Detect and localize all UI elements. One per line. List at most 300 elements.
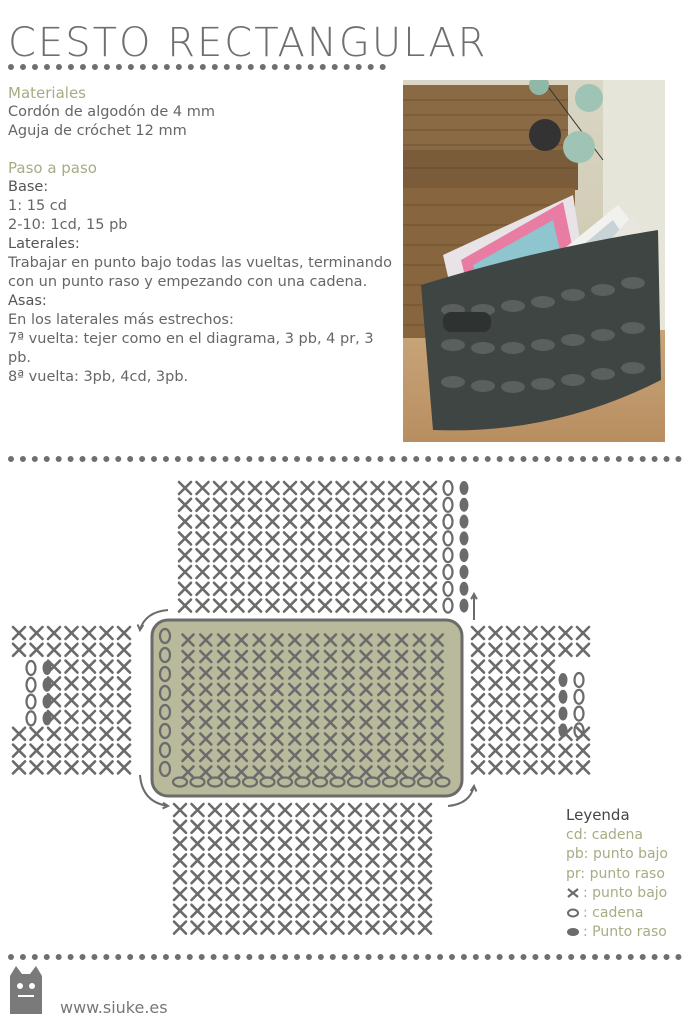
x-stitch (118, 694, 130, 706)
page-title: CESTO RECTANGULAR (8, 20, 488, 66)
x-stitch (402, 888, 414, 900)
x-stitch (337, 600, 349, 612)
x-stitch (419, 888, 431, 900)
x-stitch (209, 922, 221, 934)
x-stitch (314, 905, 326, 917)
slip-stitch (559, 707, 568, 721)
x-stitch (314, 838, 326, 850)
slip-stitch (460, 515, 469, 529)
x-stitch (267, 532, 279, 544)
x-stitch (244, 854, 256, 866)
x-stitch (314, 922, 326, 934)
x-stitch (367, 804, 379, 816)
x-stitch (319, 566, 331, 578)
chain-stitch (444, 565, 453, 579)
x-stitch (249, 516, 261, 528)
x-stitch (267, 549, 279, 561)
x-stitch (354, 566, 366, 578)
x-stitch (249, 583, 261, 595)
x-stitch (197, 583, 209, 595)
x-stitch (66, 694, 78, 706)
x-stitch (490, 711, 502, 723)
x-stitch (83, 711, 95, 723)
chain-stitch (444, 531, 453, 545)
x-stitch (118, 728, 130, 740)
x-stitch (267, 583, 279, 595)
chain-stitch (444, 599, 453, 613)
slip-stitch (559, 673, 568, 687)
x-stitch (232, 516, 244, 528)
x-stitch (542, 711, 554, 723)
x-stitch (314, 821, 326, 833)
x-stitch (424, 549, 436, 561)
x-stitch (402, 838, 414, 850)
legend-symbol-row: : punto bajo (566, 884, 668, 904)
x-stitch (407, 499, 419, 511)
chain-stitch (27, 711, 36, 725)
x-stitch (407, 532, 419, 544)
x-stitch (279, 854, 291, 866)
slip-stitch (460, 599, 469, 613)
x-stitch (372, 499, 384, 511)
x-stitch (542, 661, 554, 673)
x-stitch (209, 905, 221, 917)
x-stitch (66, 661, 78, 673)
x-stitch (349, 922, 361, 934)
cat-logo (6, 966, 46, 1018)
x-stitch (262, 854, 274, 866)
x-stitch (227, 905, 239, 917)
x-stitch (214, 482, 226, 494)
x-stitch (337, 516, 349, 528)
x-stitch (83, 644, 95, 656)
x-stitch (389, 532, 401, 544)
x-stitch (525, 627, 537, 639)
x-stitch (389, 583, 401, 595)
x-stitch (490, 761, 502, 773)
x-stitch (302, 532, 314, 544)
x-stitch (214, 566, 226, 578)
x-stitch (284, 549, 296, 561)
x-stitch (349, 905, 361, 917)
x-stitch (372, 566, 384, 578)
x-stitch (367, 821, 379, 833)
x-stitch (542, 644, 554, 656)
x-stitch (279, 888, 291, 900)
x-stitch (179, 583, 191, 595)
x-stitch (402, 821, 414, 833)
x-stitch (192, 922, 204, 934)
x-stitch (384, 854, 396, 866)
x-stitch (48, 728, 60, 740)
footer-url[interactable]: www.siuke.es (60, 998, 168, 1017)
legend (566, 806, 668, 943)
x-stitch (262, 922, 274, 934)
x-stitch (472, 761, 484, 773)
x-stitch (384, 804, 396, 816)
x-stitch (297, 905, 309, 917)
x-stitch (83, 761, 95, 773)
footer-divider (8, 954, 682, 960)
chain-stitch (575, 707, 584, 721)
slip-stitch (460, 582, 469, 596)
x-stitch (525, 661, 537, 673)
x-stitch (174, 888, 186, 900)
x-stitch (419, 871, 431, 883)
asas-intro: En los laterales más estrechos: (8, 312, 234, 328)
chain-stitch (575, 690, 584, 704)
x-stitch (472, 627, 484, 639)
x-stitch (262, 871, 274, 883)
x-stitch (244, 922, 256, 934)
title-divider (8, 64, 386, 70)
x-stitch (490, 627, 502, 639)
x-stitch (419, 804, 431, 816)
x-stitch (192, 871, 204, 883)
x-stitch (507, 711, 519, 723)
x-stitch (354, 600, 366, 612)
x-stitch (214, 549, 226, 561)
x-stitch (419, 922, 431, 934)
x-stitch (424, 600, 436, 612)
x-stitch (577, 745, 589, 757)
x-stitch (179, 600, 191, 612)
x-stitch (402, 854, 414, 866)
x-stitch (372, 549, 384, 561)
x-stitch (302, 566, 314, 578)
x-stitch (197, 549, 209, 561)
laterales-label: Laterales: (8, 236, 80, 252)
x-stitch (349, 821, 361, 833)
material-item: Aguja de cróchet 12 mm (8, 123, 187, 139)
x-stitch (372, 516, 384, 528)
slip-stitch (460, 498, 469, 512)
x-stitch (192, 854, 204, 866)
x-stitch (13, 644, 25, 656)
x-stitch (367, 838, 379, 850)
x-stitch (314, 804, 326, 816)
x-stitch (560, 627, 572, 639)
x-stitch (13, 761, 25, 773)
x-stitch (227, 888, 239, 900)
x-stitch (507, 694, 519, 706)
x-stitch (354, 499, 366, 511)
x-stitch (83, 745, 95, 757)
x-stitch (314, 854, 326, 866)
x-stitch (389, 549, 401, 561)
x-stitch (13, 745, 25, 757)
legend-symbol-row: : cadena (566, 904, 668, 924)
x-stitch (249, 600, 261, 612)
x-stitch (490, 694, 502, 706)
x-stitch (284, 499, 296, 511)
x-stitch (262, 888, 274, 900)
x-stitch (490, 745, 502, 757)
x-stitch (244, 821, 256, 833)
x-stitch (424, 583, 436, 595)
x-stitch (284, 583, 296, 595)
x-stitch (507, 745, 519, 757)
x-stitch (507, 661, 519, 673)
x-stitch (542, 694, 554, 706)
x-stitch (118, 761, 130, 773)
x-stitch (319, 516, 331, 528)
x-stitch (319, 583, 331, 595)
x-stitch (490, 728, 502, 740)
x-stitch (389, 600, 401, 612)
x-stitch (402, 871, 414, 883)
x-stitch (174, 854, 186, 866)
chain-oval-icon (566, 908, 580, 918)
x-stitch (367, 905, 379, 917)
x-stitch (472, 745, 484, 757)
x-stitch (507, 728, 519, 740)
x-stitch (542, 761, 554, 773)
x-stitch (118, 644, 130, 656)
x-stitch (83, 677, 95, 689)
x-stitch (525, 761, 537, 773)
x-stitch (66, 745, 78, 757)
x-stitch (249, 532, 261, 544)
steps-heading: Paso a paso (8, 159, 97, 177)
x-stitch (267, 499, 279, 511)
x-stitch (472, 694, 484, 706)
x-stitch (244, 804, 256, 816)
x-stitch (101, 644, 113, 656)
x-stitch (337, 566, 349, 578)
x-stitch (214, 532, 226, 544)
x-stitch (83, 627, 95, 639)
x-stitch (174, 804, 186, 816)
x-stitch (332, 905, 344, 917)
x-stitch (197, 499, 209, 511)
x-stitch (214, 516, 226, 528)
x-stitch (118, 661, 130, 673)
x-stitch (407, 566, 419, 578)
x-stitch (302, 549, 314, 561)
chain-stitch (444, 548, 453, 562)
x-stitch (367, 854, 379, 866)
x-stitch (525, 728, 537, 740)
x-stitch (407, 516, 419, 528)
x-stitch (490, 661, 502, 673)
slip-stitch (460, 548, 469, 562)
materials-heading: Materiales (8, 84, 86, 102)
x-stitch (284, 600, 296, 612)
x-stitch (337, 532, 349, 544)
x-stitch (31, 761, 43, 773)
x-stitch (337, 583, 349, 595)
x-stitch (560, 761, 572, 773)
x-stitch (101, 728, 113, 740)
x-stitch (560, 644, 572, 656)
x-stitch (302, 516, 314, 528)
x-stitch (179, 566, 191, 578)
x-stitch (13, 728, 25, 740)
x-stitch (424, 566, 436, 578)
x-stitch (389, 566, 401, 578)
slip-stitch (460, 531, 469, 545)
x-stitch (297, 922, 309, 934)
x-stitch (209, 854, 221, 866)
x-stitch (424, 482, 436, 494)
x-stitch (354, 532, 366, 544)
x-stitch (66, 644, 78, 656)
x-stitch (48, 761, 60, 773)
x-stitch (232, 600, 244, 612)
chain-stitch (27, 678, 36, 692)
x-stitch (419, 821, 431, 833)
x-stitch (297, 871, 309, 883)
x-stitch (314, 871, 326, 883)
x-stitch (472, 711, 484, 723)
x-stitch (192, 821, 204, 833)
x-stitch (354, 583, 366, 595)
x-stitch (101, 627, 113, 639)
x-stitch (279, 821, 291, 833)
x-stitch (66, 761, 78, 773)
x-stitch (337, 549, 349, 561)
x-stitch (332, 821, 344, 833)
x-stitch (389, 516, 401, 528)
x-stitch (179, 499, 191, 511)
x-stitch (525, 694, 537, 706)
x-stitch (472, 644, 484, 656)
x-stitch (472, 661, 484, 673)
x-stitch (214, 583, 226, 595)
x-stitch (525, 711, 537, 723)
section-divider (8, 456, 682, 462)
slip-stitch (460, 481, 469, 495)
x-stitch (319, 532, 331, 544)
x-stitch (349, 838, 361, 850)
x-stitch (209, 888, 221, 900)
x-stitch (209, 804, 221, 816)
x-stitch (101, 761, 113, 773)
x-stitch (48, 745, 60, 757)
x-stitch (232, 583, 244, 595)
x-stitch (232, 482, 244, 494)
x-stitch (48, 627, 60, 639)
asas-line: 7ª vuelta: tejer como en el diagrama, 3 pb, 4 pr, 3 pb. (8, 331, 374, 366)
x-stitch (31, 728, 43, 740)
x-stitch (227, 871, 239, 883)
x-stitch (384, 905, 396, 917)
x-stitch (349, 854, 361, 866)
slip-stitch (43, 711, 52, 725)
x-stitch (302, 499, 314, 511)
x-stitch (337, 499, 349, 511)
x-stitch (83, 694, 95, 706)
x-stitch (179, 516, 191, 528)
x-stitch (279, 905, 291, 917)
x-stitch (297, 821, 309, 833)
x-stitch (542, 627, 554, 639)
x-stitch (118, 677, 130, 689)
x-stitch (66, 677, 78, 689)
x-stitch (354, 549, 366, 561)
x-stitch (192, 888, 204, 900)
x-stitch (507, 627, 519, 639)
x-stitch (83, 728, 95, 740)
x-stitch (197, 600, 209, 612)
x-stitch (319, 499, 331, 511)
x-stitch (227, 821, 239, 833)
x-stitch (244, 838, 256, 850)
x-stitch (227, 838, 239, 850)
x-stitch (419, 838, 431, 850)
x-stitch (174, 838, 186, 850)
x-stitch (402, 922, 414, 934)
x-stitch (319, 549, 331, 561)
x-stitch-icon (566, 888, 580, 898)
x-stitch (525, 677, 537, 689)
x-stitch (490, 677, 502, 689)
x-stitch (349, 804, 361, 816)
x-stitch (31, 644, 43, 656)
x-stitch (314, 888, 326, 900)
x-stitch (337, 482, 349, 494)
x-stitch (101, 745, 113, 757)
x-stitch (349, 871, 361, 883)
slip-stitch (559, 690, 568, 704)
x-stitch (214, 499, 226, 511)
x-stitch (174, 905, 186, 917)
x-stitch (319, 482, 331, 494)
x-stitch (197, 532, 209, 544)
x-stitch (384, 922, 396, 934)
x-stitch (232, 499, 244, 511)
x-stitch (332, 804, 344, 816)
x-stitch (48, 644, 60, 656)
x-stitch (284, 482, 296, 494)
x-stitch (179, 549, 191, 561)
x-stitch (284, 566, 296, 578)
x-stitch (367, 922, 379, 934)
x-stitch (227, 804, 239, 816)
x-stitch (66, 627, 78, 639)
chain-stitch (27, 695, 36, 709)
x-stitch (284, 516, 296, 528)
x-stitch (419, 854, 431, 866)
x-stitch (384, 888, 396, 900)
x-stitch (179, 532, 191, 544)
x-stitch (267, 566, 279, 578)
x-stitch (209, 821, 221, 833)
x-stitch (297, 838, 309, 850)
x-stitch (179, 482, 191, 494)
x-stitch (319, 600, 331, 612)
x-stitch (419, 905, 431, 917)
x-stitch (279, 838, 291, 850)
x-stitch (101, 694, 113, 706)
x-stitch (262, 905, 274, 917)
base-line: 2-10: 1cd, 15 pb (8, 217, 128, 233)
x-stitch (118, 711, 130, 723)
x-stitch (372, 482, 384, 494)
basket-photo (403, 80, 665, 442)
slip-stitch (559, 723, 568, 737)
x-stitch (244, 888, 256, 900)
x-stitch (407, 600, 419, 612)
x-stitch (507, 761, 519, 773)
x-stitch (542, 677, 554, 689)
x-stitch (354, 516, 366, 528)
x-stitch (83, 661, 95, 673)
x-stitch (279, 804, 291, 816)
slip-stitch (43, 678, 52, 692)
material-item: Cordón de algodón de 4 mm (8, 104, 215, 120)
